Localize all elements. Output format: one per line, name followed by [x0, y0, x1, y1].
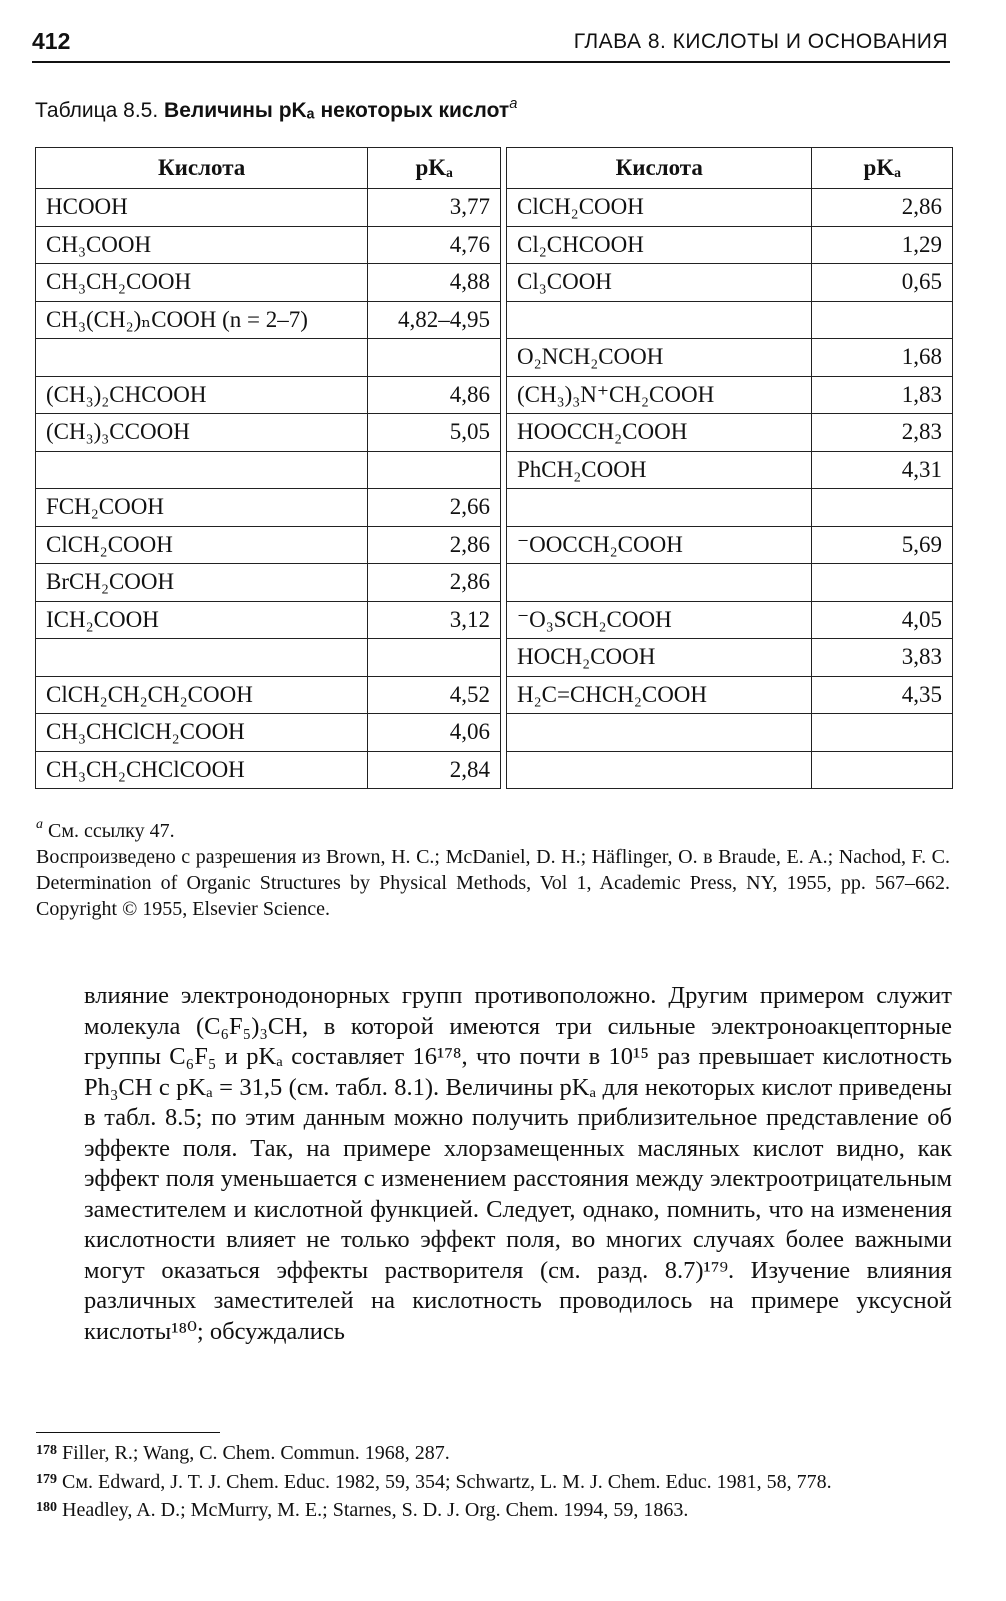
table-note-a	[36, 818, 950, 844]
table-row	[36, 376, 501, 414]
pka-cell: 3,77	[368, 189, 501, 227]
footnote-text: Headley, A. D.; McMurry, M. E.; Starnes, S. D. J. Org. Chem. 1994, 59, 1863.	[62, 1499, 689, 1521]
table-row	[36, 414, 501, 452]
table-row	[36, 676, 501, 714]
pka-cell: 2,86	[812, 189, 953, 227]
footnote-180	[36, 1495, 950, 1524]
table-header-row	[507, 148, 953, 189]
pka-cell: 4,86	[368, 376, 501, 414]
pka-cell	[812, 714, 953, 752]
body-paragraph: влияние электронодонорных групп противоположно. Другим примером служит молекула (C₆F₅)₃CH, в которой имеются три сильные электроноакцепторные группы C₆F₅ и pKₐ составляет 16¹⁷⁸, что почти в 10¹⁵ раз превышает кислотность Ph₃CH с pKₐ = 31,5 (см. табл. 8.1). Величины pKₐ для некоторых кислот приведены в табл. 8.5; по этим данным можно получить приблизительное представление об эффекте поля. Так, на примере хлорзамещенных масляных кислот видно, как эффект поля уменьшается с изменением расстояния между электроотрицательным заместителем и кислотной функцией. Следует, однако, помнить, что на изменения кислотности влияет не только эффект поля, во многих случаях более важными могут оказаться эффекты растворителя (см. разд. 8.7)¹⁷⁹. Изучение влияния различных заместителей на кислотность проводилось на примере уксусной кислоты¹⁸⁰; обсуждались	[84, 982, 952, 1345]
pka-cell: 1,68	[812, 339, 953, 377]
table-row	[507, 526, 953, 564]
pka-cell: 1,83	[812, 376, 953, 414]
acid-cell: CH₃(CH₂)ₙCOOH (n = 2–7)	[36, 301, 368, 339]
pka-cell: 4,76	[368, 226, 501, 264]
table-caption-title: Величины pKₐ некоторых кислот	[164, 99, 510, 122]
acid-cell: ClCH₂COOH	[507, 189, 812, 227]
acid-cell: FCH₂COOH	[36, 489, 368, 527]
footnote-number: 178	[36, 1443, 57, 1458]
acid-table-right-body	[507, 189, 953, 789]
table-row	[507, 714, 953, 752]
acid-cell: CH₃CH₂COOH	[36, 264, 368, 302]
acid-cell: HCOOH	[36, 189, 368, 227]
pka-cell	[812, 751, 953, 789]
acid-cell	[507, 564, 812, 602]
acid-cell: ICH₂COOH	[36, 601, 368, 639]
pka-cell	[368, 339, 501, 377]
table-note-a-mark: a	[36, 817, 43, 832]
table-row	[507, 564, 953, 602]
acid-cell: CH₃COOH	[36, 226, 368, 264]
body-text	[84, 981, 952, 1347]
acid-cell: HOCH₂COOH	[507, 639, 812, 677]
table-source-note: Воспроизведено с разрешения из Brown, H. C.; McDaniel, D. H.; Häflinger, O. в Braude, E. A.; Nachod, F. C. Determination of Organic Structures by Physical Methods, Vol 1, Academic Press, NY, 1955, pp. 567–662. Copyright © 1955, Elsevier Science.	[36, 846, 950, 920]
acid-cell	[507, 751, 812, 789]
acid-cell: CH₃CHClCH₂COOH	[36, 714, 368, 752]
footnote-text: Filler, R.; Wang, C. Chem. Commun. 1968, 287.	[62, 1442, 450, 1464]
footnote-rule	[36, 1432, 220, 1433]
pka-cell: 2,83	[812, 414, 953, 452]
footnote-number: 180	[36, 1500, 57, 1515]
pka-cell: 5,69	[812, 526, 953, 564]
table-row	[507, 639, 953, 677]
acid-cell: PhCH₂COOH	[507, 451, 812, 489]
table-row	[507, 451, 953, 489]
pka-cell: 2,66	[368, 489, 501, 527]
table-row	[36, 564, 501, 602]
pka-cell: 4,05	[812, 601, 953, 639]
acid-cell	[507, 489, 812, 527]
table-row	[36, 639, 501, 677]
table-row	[507, 414, 953, 452]
pka-cell	[812, 301, 953, 339]
footnote-text: См. Edward, J. T. J. Chem. Educ. 1982, 59, 354; Schwartz, L. M. J. Chem. Educ. 1981, 58, 778.	[62, 1470, 832, 1493]
pka-cell: 4,82–4,95	[368, 301, 501, 339]
table-row	[507, 226, 953, 264]
pka-cell: 4,52	[368, 676, 501, 714]
pka-cell: 2,86	[368, 526, 501, 564]
pka-cell: 1,29	[812, 226, 953, 264]
table-row	[36, 339, 501, 377]
pka-cell	[812, 564, 953, 602]
table-header-row	[36, 148, 501, 189]
table-row	[36, 264, 501, 302]
table-row	[36, 189, 501, 227]
pka-cell: 2,84	[368, 751, 501, 789]
acid-table-left-body	[36, 189, 501, 789]
acid-table-right	[506, 147, 953, 789]
table-notes	[36, 818, 950, 922]
table-row	[507, 601, 953, 639]
acid-cell: O₂NCH₂COOH	[507, 339, 812, 377]
pka-cell: 4,31	[812, 451, 953, 489]
acid-cell	[507, 714, 812, 752]
acid-cell: (CH₃)₃N⁺CH₂COOH	[507, 376, 812, 414]
acid-cell: BrCH₂COOH	[36, 564, 368, 602]
acid-cell: Cl₃COOH	[507, 264, 812, 302]
column-header-pka: pKₐ	[368, 148, 501, 189]
table-row	[36, 601, 501, 639]
acid-cell: CH₃CH₂CHClCOOH	[36, 751, 368, 789]
table-row	[36, 751, 501, 789]
column-header-acid: Кислота	[36, 148, 368, 189]
table-row	[36, 714, 501, 752]
table-caption-prefix: Таблица 8.5.	[35, 99, 159, 122]
pka-cell: 3,12	[368, 601, 501, 639]
table-row	[36, 301, 501, 339]
pka-cell: 4,35	[812, 676, 953, 714]
table-row	[507, 339, 953, 377]
pka-cell: 3,83	[812, 639, 953, 677]
pka-cell	[368, 639, 501, 677]
page-number: 412	[32, 28, 71, 54]
table-row	[507, 676, 953, 714]
acid-cell	[36, 639, 368, 677]
acid-table-left	[35, 147, 501, 789]
pka-cell: 4,06	[368, 714, 501, 752]
footnotes	[36, 1438, 950, 1524]
table-row	[507, 301, 953, 339]
table-row	[507, 376, 953, 414]
footnote-178	[36, 1438, 950, 1467]
pka-cell: 5,05	[368, 414, 501, 452]
acid-cell: ⁻O₃SCH₂COOH	[507, 601, 812, 639]
running-head: ГЛАВА 8. КИСЛОТЫ И ОСНОВАНИЯ	[573, 30, 948, 53]
acid-cell: HOOCCH₂COOH	[507, 414, 812, 452]
table-row	[507, 751, 953, 789]
acid-cell: ClCH₂COOH	[36, 526, 368, 564]
table-row	[507, 489, 953, 527]
pka-cell: 0,65	[812, 264, 953, 302]
column-header-pka: pKₐ	[812, 148, 953, 189]
pka-cell	[812, 489, 953, 527]
pka-cell: 2,86	[368, 564, 501, 602]
footnote-179	[36, 1467, 950, 1496]
column-header-acid: Кислота	[507, 148, 812, 189]
acid-cell	[36, 451, 368, 489]
table-row	[36, 526, 501, 564]
acid-cell: (CH₃)₂CHCOOH	[36, 376, 368, 414]
table-caption-note-mark: a	[509, 96, 518, 112]
table-row	[36, 489, 501, 527]
header-rule	[32, 61, 950, 63]
acid-cell: H₂C=CHCH₂COOH	[507, 676, 812, 714]
table-note-a-text: См. ссылку 47.	[48, 820, 175, 842]
acid-cell: Cl₂CHCOOH	[507, 226, 812, 264]
acid-cell	[36, 339, 368, 377]
table-row	[36, 226, 501, 264]
acid-cell: ClCH₂CH₂CH₂COOH	[36, 676, 368, 714]
table-row	[507, 189, 953, 227]
table-caption	[35, 96, 518, 123]
acid-cell: (CH₃)₃CCOOH	[36, 414, 368, 452]
footnote-number: 179	[36, 1471, 57, 1487]
table-row	[507, 264, 953, 302]
acid-cell: ⁻OOCCH₂COOH	[507, 526, 812, 564]
pka-cell	[368, 451, 501, 489]
acid-cell	[507, 301, 812, 339]
table-row	[36, 451, 501, 489]
pka-cell: 4,88	[368, 264, 501, 302]
